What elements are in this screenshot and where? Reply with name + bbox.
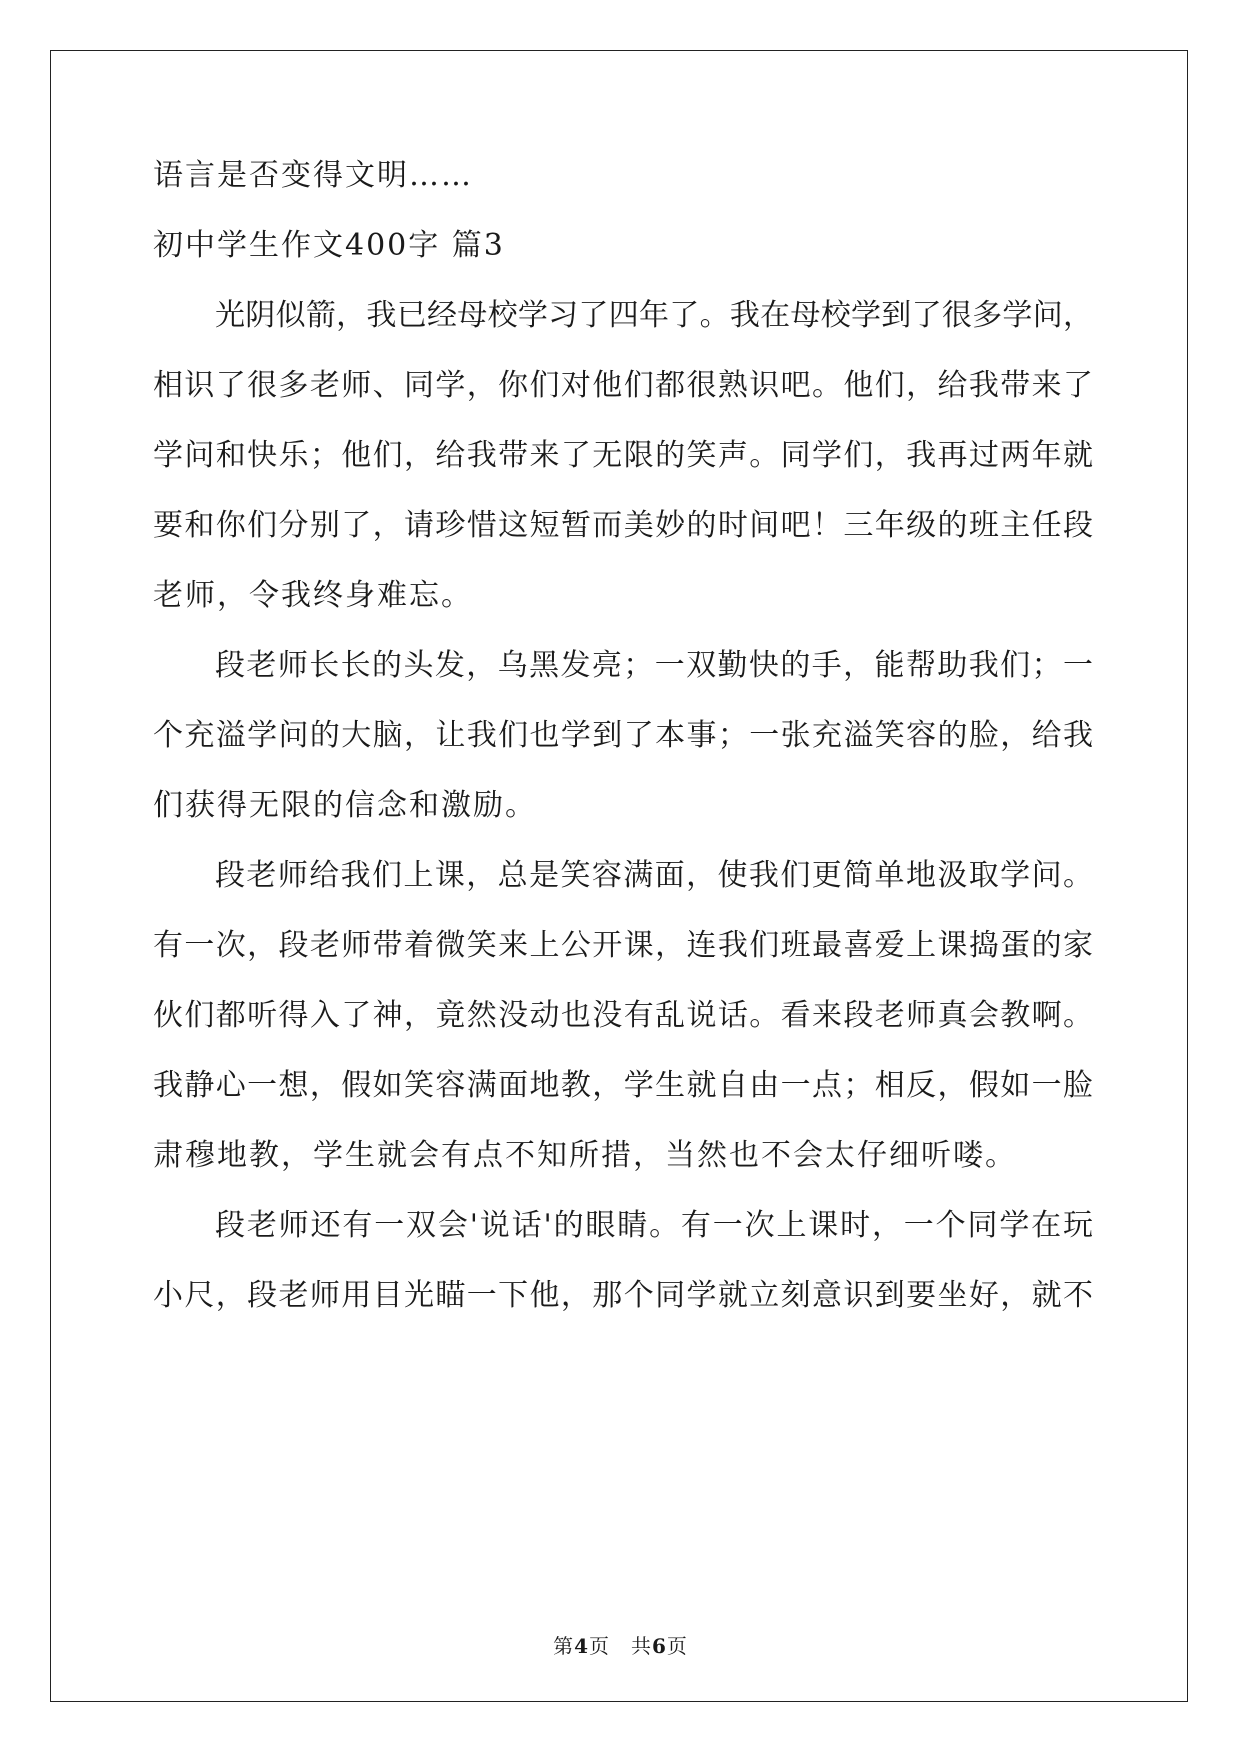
paragraph-line: 个充溢学问的大脑，让我们也学到了本事；一张充溢笑容的脸，给我: [153, 718, 1093, 753]
paragraph-line: 段老师还有一双会'说话'的眼睛。有一次上课时，一个同学在玩: [215, 1208, 1093, 1243]
paragraph-line: 有一次，段老师带着微笑来上公开课，连我们班最喜爱上课捣蛋的家: [153, 928, 1093, 963]
paragraph-line: 伙们都听得入了神，竟然没动也没有乱说话。看来段老师真会教啊。: [153, 998, 1093, 1033]
page-footer: [0, 1634, 1241, 1658]
paragraph-line: 光阴似箭，我已经母校学习了四年了。我在母校学到了很多学问，: [215, 298, 1093, 333]
paragraph-line: 小尺，段老师用目光瞄一下他，那个同学就立刻意识到要坐好，就不: [153, 1278, 1093, 1313]
section-heading: 初中学生作文400字 篇3: [153, 228, 505, 263]
paragraph-line: 们获得无限的信念和激励。: [153, 788, 537, 823]
text-line: 语言是否变得文明……: [153, 158, 473, 193]
paragraph-line: 我静心一想，假如笑容满面地教，学生就自由一点；相反，假如一脸: [153, 1068, 1093, 1103]
paragraph-line: 相识了很多老师、同学，你们对他们都很熟识吧。他们，给我带来了: [153, 368, 1093, 403]
footer-middle: 页 共: [589, 1634, 652, 1658]
current-page-number: 4: [574, 1634, 589, 1658]
paragraph-line: 学问和快乐；他们，给我带来了无限的笑声。同学们，我再过两年就: [153, 438, 1093, 473]
paragraph-line: 要和你们分别了，请珍惜这短暂而美妙的时间吧！三年级的班主任段: [153, 508, 1093, 543]
paragraph-line: 段老师长长的头发，乌黑发亮；一双勤快的手，能帮助我们；一: [215, 648, 1093, 683]
footer-prefix: 第: [553, 1634, 575, 1658]
total-pages-number: 6: [652, 1634, 667, 1658]
paragraph-line: 老师，令我终身难忘。: [153, 578, 473, 613]
paragraph-line: 段老师给我们上课，总是笑容满面，使我们更简单地汲取学问。: [215, 858, 1093, 893]
paragraph-line: 肃穆地教，学生就会有点不知所措，当然也不会太仔细听喽。: [153, 1138, 1017, 1173]
footer-suffix: 页: [666, 1634, 688, 1658]
